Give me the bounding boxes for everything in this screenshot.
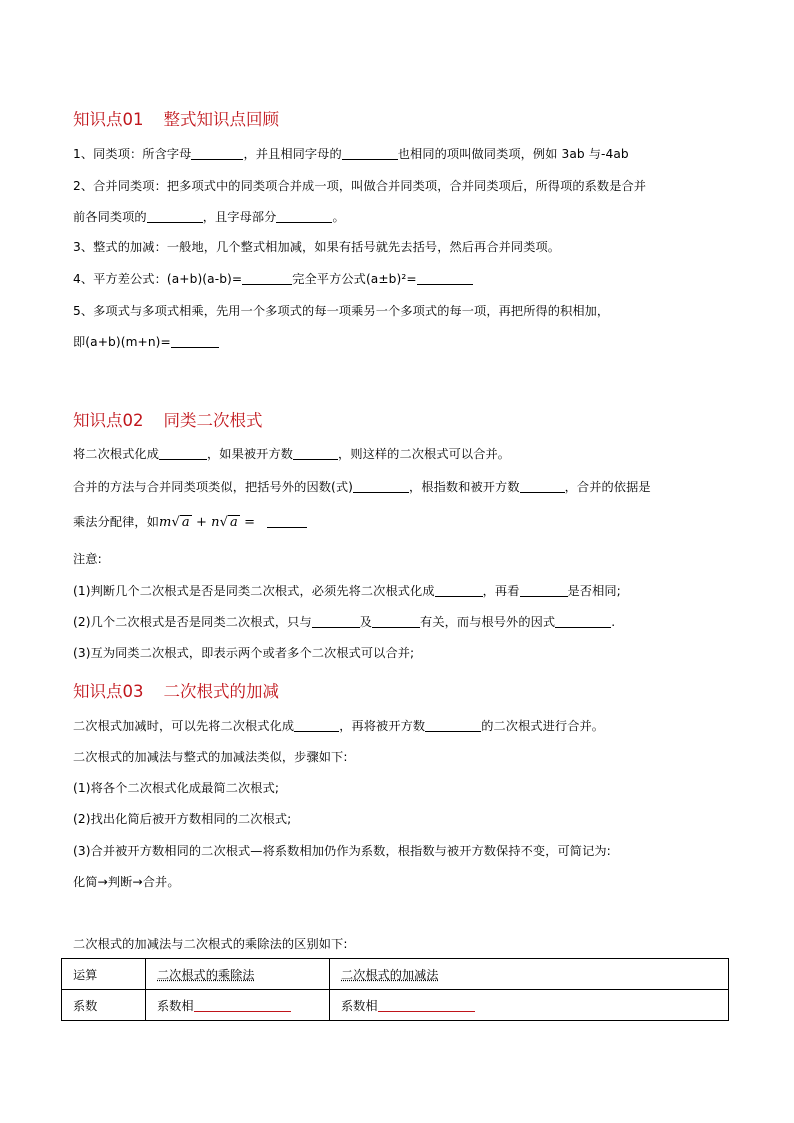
s3-diff: 二次根式的加减法与二次根式的乘除法的区别如下: (73, 937, 348, 951)
blank[interactable] (191, 146, 243, 160)
section1-heading (73, 106, 279, 130)
s3-line2: 二次根式的加减法与整式的加减法类似，步骤如下: (73, 750, 348, 764)
blank[interactable] (242, 271, 292, 285)
blank[interactable] (293, 446, 338, 460)
s1-line3: 前各同类项的 ，且字母部分 。 (73, 210, 345, 224)
section3-number: 知识点03 (73, 682, 144, 701)
table-cell: 系数相 (146, 990, 330, 1021)
s3-step2: (2)找出化简后被开方数相同的二次根式; (73, 812, 292, 826)
blank[interactable] (417, 271, 473, 285)
table-row (62, 959, 729, 990)
s2-line1: 将二次根式化成 ，如果被开方数 ，则这样的二次根式可以合并。 (73, 447, 511, 461)
s3-step3: (3)合并被开方数相同的二次根式—将系数相加仍作为系数，根指数与被开方数保持不变，可简记为: (73, 844, 611, 858)
formula: m√ a + n√ a = (159, 515, 256, 530)
table-cell: 系数 (62, 990, 146, 1021)
table-row (62, 990, 729, 1021)
s2-note2: (2)几个二次根式是否是同类二次根式，只与 及 有关，而与根号外的因式 . (73, 615, 616, 629)
blank[interactable] (276, 209, 332, 223)
s2-note: 注意: (73, 552, 102, 566)
s2-note3: (3)互为同类二次根式，即表示两个或者多个二次根式可以合并; (73, 646, 415, 660)
s2-line3: 乘法分配律，如m√ a + n√ a = (73, 513, 307, 530)
section1-number: 知识点01 (73, 110, 144, 129)
blank[interactable] (294, 718, 339, 732)
blank[interactable] (372, 614, 420, 628)
s1-line4: 3、整式的加减：一般地，几个整式相加减，如果有括号就先去括号，然后再合并同类项。 (73, 240, 561, 254)
blank[interactable] (555, 614, 611, 628)
table-header-cell: 运算 (62, 959, 146, 990)
s1-line2: 2、合并同类项：把多项式中的同类项合并成一项，叫做合并同类项，合并同类项后，所得项的系数是合并 (73, 179, 647, 193)
blank[interactable] (171, 334, 219, 348)
s2-line2: 合并的方法与合并同类项类似，把括号外的因数(式) ，根指数和被开方数 ，合并的依据是 (73, 480, 651, 494)
blank[interactable] (342, 146, 398, 160)
blank[interactable] (520, 479, 565, 493)
blank[interactable] (435, 583, 483, 597)
s2-note1: (1)判断几个二次根式是否是同类二次根式，必须先将二次根式化成 ，再看 是否相同; (73, 584, 621, 598)
table-cell: 系数相 (330, 990, 729, 1021)
section3-title: 二次根式的加减 (163, 682, 279, 701)
s1-line6: 5、多项式与多项式相乘，先用一个多项式的每一项乘另一个多项式的每一项，再把所得的积相加， (73, 304, 610, 318)
section3-heading (73, 678, 279, 702)
blank[interactable] (312, 614, 360, 628)
blank[interactable] (378, 998, 475, 1012)
table-header-cell: 二次根式的加减法 (330, 959, 729, 990)
blank[interactable] (520, 583, 568, 597)
s1-line5: 4、平方差公式：(a+b)(a-b)= 完全平方公式(a±b)²= (73, 270, 473, 287)
comparison-table (61, 958, 729, 1021)
blank[interactable] (425, 718, 481, 732)
blank[interactable] (147, 209, 203, 223)
blank[interactable] (353, 479, 409, 493)
s1-line7: 即(a+b)(m+n)= (73, 333, 219, 350)
section1-title: 整式知识点回顾 (163, 110, 279, 129)
s3-step1: (1)将各个二次根式化成最简二次根式; (73, 781, 280, 795)
s1-line1: 1、同类项：所含字母 ，并且相同字母的 也相同的项叫做同类项，例如 3ab 与-4ab (73, 147, 629, 161)
section2-title: 同类二次根式 (163, 411, 263, 430)
blank[interactable] (159, 446, 207, 460)
blank[interactable] (267, 514, 307, 528)
section2-heading (73, 407, 263, 431)
blank[interactable] (194, 998, 291, 1012)
s3-line1: 二次根式加减时，可以先将二次根式化成 ，再将被开方数 的二次根式进行合并。 (73, 719, 605, 733)
s3-step4: 化简→判断→合并。 (73, 875, 180, 889)
section2-number: 知识点02 (73, 411, 144, 430)
table-header-cell: 二次根式的乘除法 (146, 959, 330, 990)
